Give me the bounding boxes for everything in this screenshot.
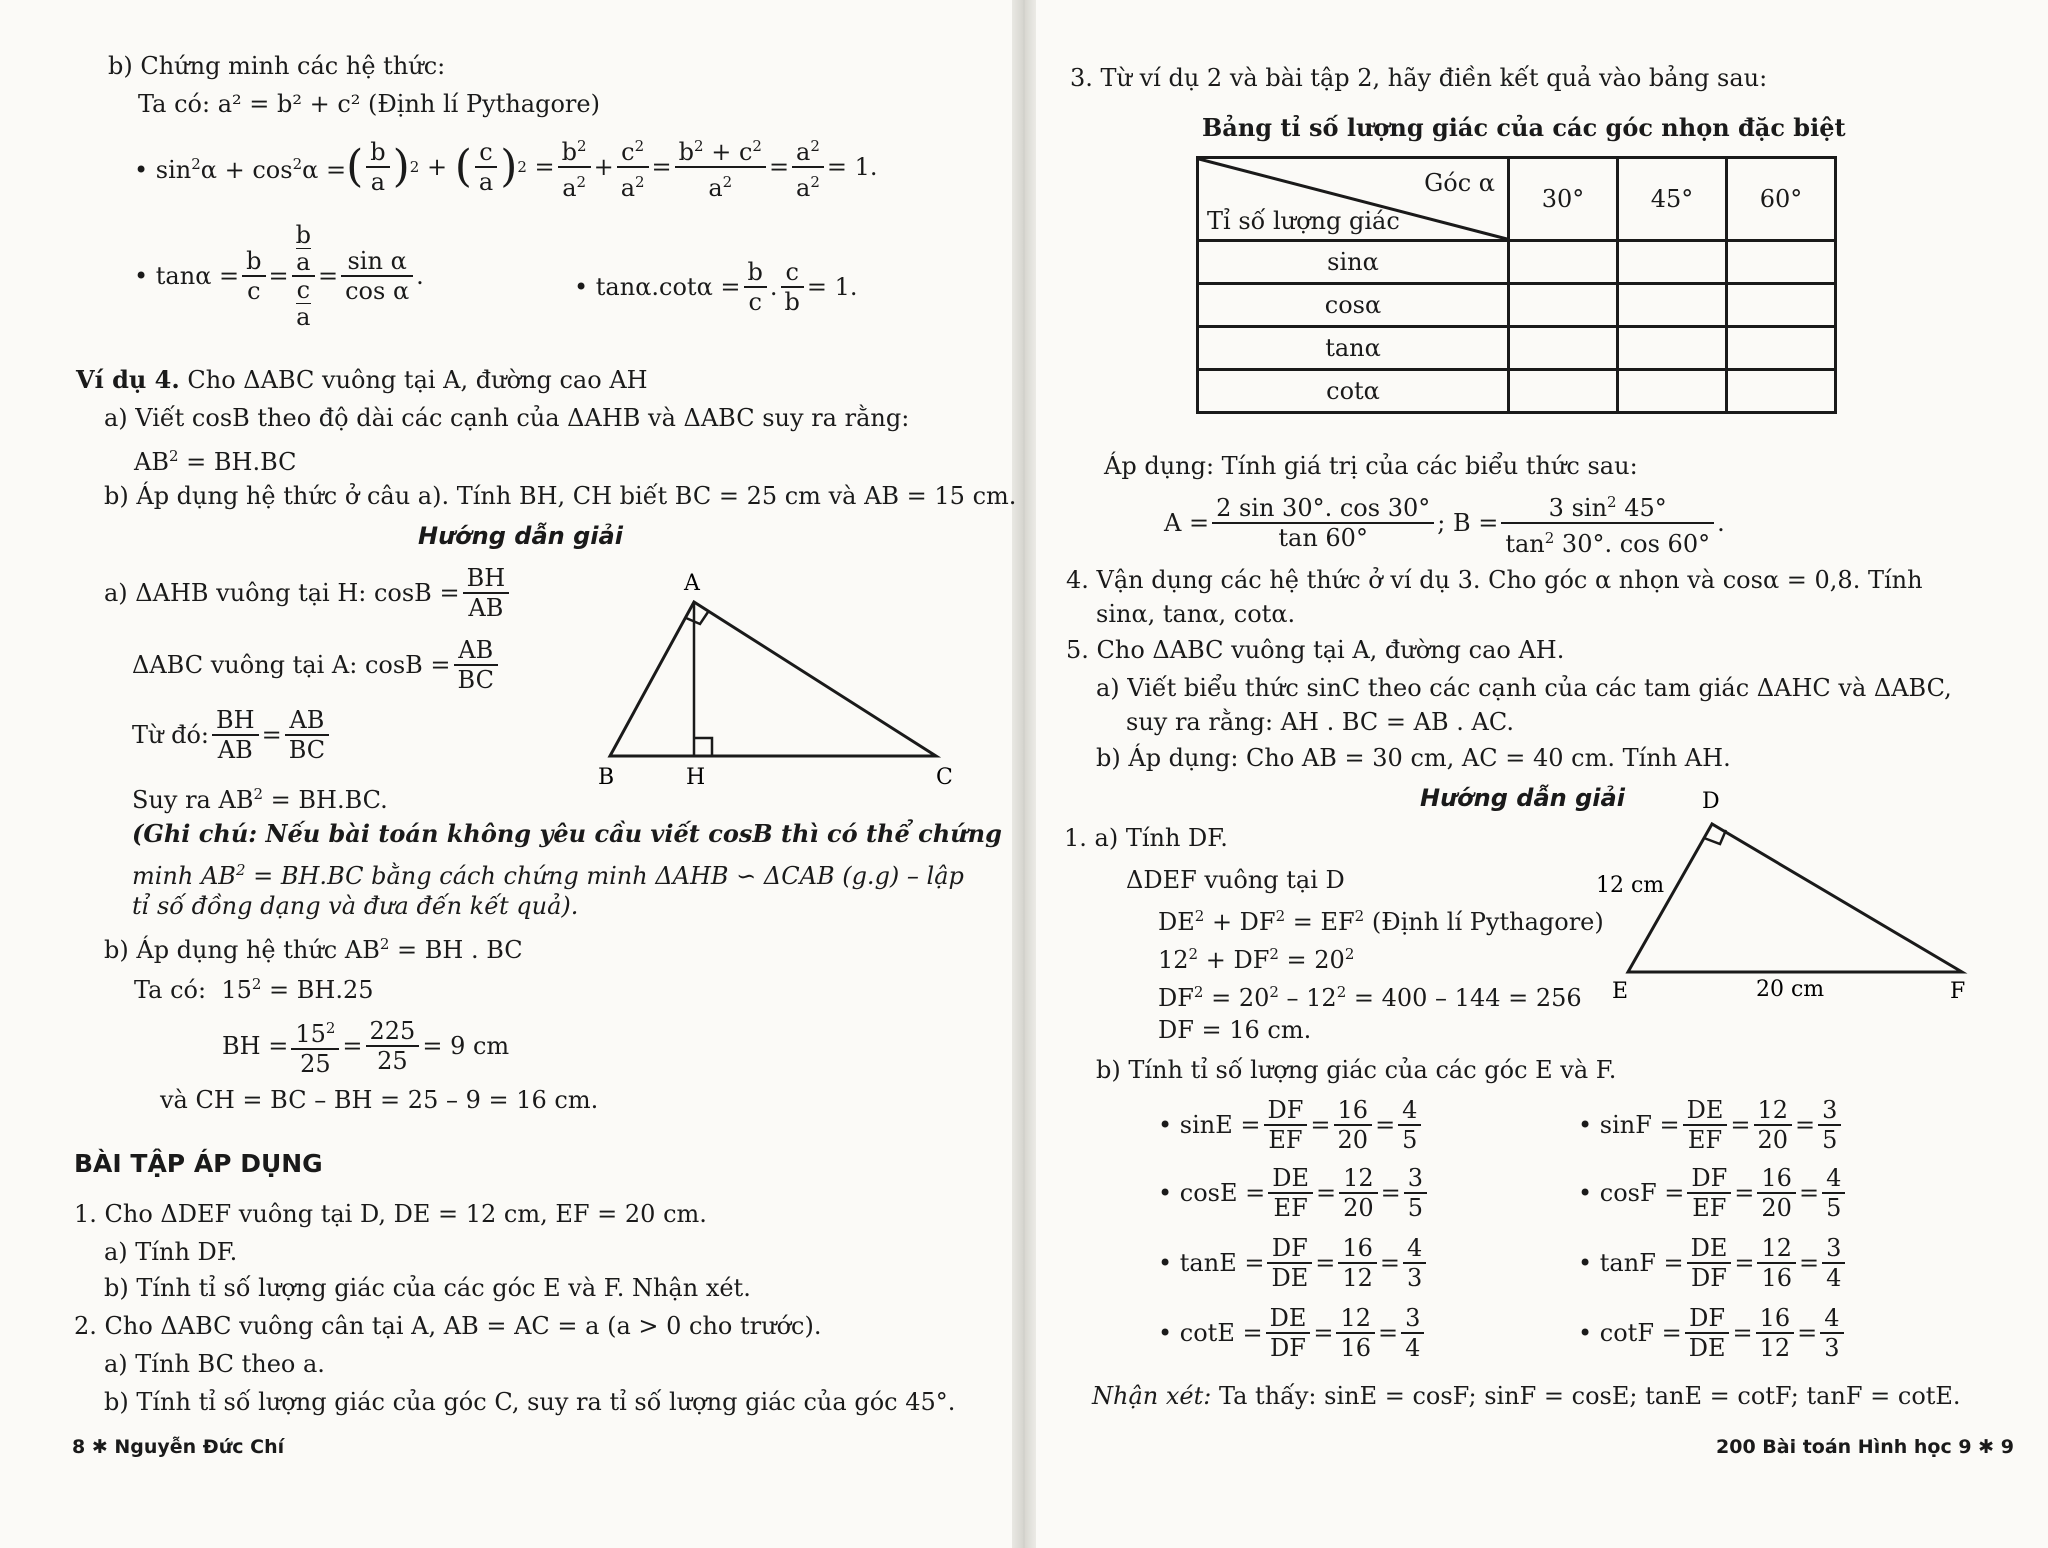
- ratio-cos-e: • cosE = $\frac{DE}{EF}$ = $\frac{12}{20}$ = $\frac{3}{5}$: [1158, 1164, 1430, 1222]
- exercise-1: 1. Cho ΔDEF vuông tại D, DE = 12 cm, EF = 20 cm.: [74, 1200, 707, 1228]
- sin-cos-identity: • $\sin^2\alpha + \cos^2\alpha$ = ( b a ) 2 + ( c a ) 2 = $\frac{b^2}{a^2}$ + $\frac{c^2}{a^2}$ = $\frac{b^2 + c^2}{a^2}$ = $\frac{a^2}{a^2}$ = 1.: [134, 132, 878, 202]
- exercise-2-a: a) Tính BC theo a.: [104, 1350, 325, 1378]
- note-line-3: tỉ số đồng dạng và đưa đến kết quả).: [132, 892, 579, 920]
- apply-line: Áp dụng: Tính giá trị của các biểu thức sau:: [1104, 452, 1638, 480]
- sol-b1: b) Áp dụng hệ thức $AB^2$ = BH . BC: [104, 935, 523, 964]
- column-30: 30°: [1509, 158, 1618, 241]
- exercise-4-line-2: sinα, tanα, cotα.: [1096, 600, 1296, 628]
- table-cell: [1618, 327, 1727, 370]
- note-line-1: (Ghi chú: Nếu bài toán không yêu cầu viết cosB thì có thể chứng: [132, 819, 1002, 848]
- sol-a1: a) ΔAHB vuông tại H: cosB = $\frac{BH}{AB}$: [104, 564, 512, 622]
- guide-heading-right: Hướng dẫn giải: [1420, 784, 1625, 812]
- table-title: Bảng tỉ số lượng giác của các góc nhọn đặc biệt: [1202, 113, 1846, 142]
- exercise-1-a: a) Tính DF.: [104, 1238, 238, 1266]
- exercise-5: 5. Cho ΔABC vuông tại A, đường cao AH.: [1066, 636, 1565, 664]
- table-cell: [1618, 370, 1727, 413]
- ratio-sin-f: • sinF = $\frac{DE}{EF}$ = $\frac{12}{20}$ = $\frac{3}{5}$: [1578, 1096, 1844, 1154]
- column-60: 60°: [1727, 158, 1836, 241]
- label-e: E: [1612, 979, 1629, 1004]
- table-cell: [1509, 370, 1618, 413]
- example4-a: a) Viết cosB theo độ dài các cạnh của ΔAHB và ΔABC suy ra rằng:: [104, 404, 910, 432]
- label-b: B: [598, 765, 615, 790]
- label-ef-length: 20 cm: [1756, 977, 1825, 1002]
- exercise-2: 2. Cho ΔABC vuông cân tại A, AB = AC = a (a > 0 cho trước).: [74, 1312, 822, 1340]
- table-cell: [1727, 370, 1836, 413]
- triangle-def-figure: [1592, 780, 1982, 1010]
- row-tan: tanα: [1198, 327, 1509, 370]
- ratio-tan-e: • tanE = $\frac{DF}{DE}$ = $\frac{16}{12}$ = $\frac{4}{3}$: [1158, 1234, 1429, 1292]
- table-cell: [1509, 241, 1618, 284]
- corner-angle-label: Góc α: [1424, 169, 1495, 197]
- ratio-cot-e: • cotE = $\frac{DE}{DF}$ = $\frac{12}{16}$ = $\frac{3}{4}$: [1158, 1304, 1427, 1362]
- table-cell: [1618, 241, 1727, 284]
- label-d: D: [1702, 789, 1720, 814]
- exercise-4-line-1: 4. Vận dụng các hệ thức ở ví dụ 3. Cho góc α nhọn và cosα = 0,8. Tính: [1066, 566, 1923, 594]
- sol-a2: ΔABC vuông tại A: cosB = $\frac{AB}{BC}$: [132, 636, 501, 694]
- exercises-heading: BÀI TẬP ÁP DỤNG: [74, 1149, 323, 1178]
- label-c: C: [936, 765, 953, 790]
- sol-b2: Ta có: $15^2 = BH.25$: [134, 975, 374, 1004]
- tan-identity: • tanα = $\frac{b}{c}$ = b a c a = $\frac{\text{sin α}}{\text{cos α}}$ .: [134, 221, 424, 331]
- exercise-5-b: b) Áp dụng: Cho AB = 30 cm, AC = 40 cm. Tính AH.: [1096, 744, 1731, 772]
- table-cell: [1509, 284, 1618, 327]
- table-cell: [1727, 241, 1836, 284]
- book-gutter: [1012, 0, 1036, 1548]
- exercise-1-b: b) Tính tỉ số lượng giác của các góc E và F. Nhận xét.: [104, 1274, 751, 1302]
- label-a: A: [684, 571, 700, 596]
- table-cell: [1618, 284, 1727, 327]
- trig-table: [1196, 156, 1837, 414]
- row-cot: cotα: [1198, 370, 1509, 413]
- label-h: H: [686, 765, 706, 790]
- example4-b: b) Áp dụng hệ thức ở câu a). Tính BH, CH biết BC = 25 cm và AB = 15 cm.: [104, 482, 1017, 510]
- exercise-5-a-line-1: a) Viết biểu thức sinC theo các cạnh của các tam giác ΔAHC và ΔABC,: [1096, 674, 1952, 702]
- example4-a-result: $AB^2 = BH.BC$: [134, 447, 297, 476]
- sol-b4: và CH = BC – BH = 25 – 9 = 16 cm.: [160, 1086, 599, 1114]
- row-sin: sinα: [1198, 241, 1509, 284]
- triangle-abc-figure: [590, 566, 953, 796]
- sol-a3: Từ đó: $\frac{BH}{AB}$ = $\frac{AB}{BC}$: [132, 706, 332, 764]
- sol1-b: b) Tính tỉ số lượng giác của các góc E và F.: [1096, 1056, 1617, 1084]
- sol1-a: 1. a) Tính DF.: [1064, 824, 1228, 852]
- sol-b3: BH = $\frac{15^2}{25}$ = $\frac{225}{25}$ = 9 cm: [222, 1014, 509, 1078]
- footer-left: 8 ✱ Nguyễn Đức Chí: [72, 1436, 285, 1458]
- label-de-length: 12 cm: [1596, 873, 1665, 898]
- tancot-identity: • tanα.cotα = $\frac{b}{c}$ . $\frac{c}{b}$ = 1.: [574, 258, 858, 316]
- footer-right: 200 Bài toán Hình học 9 ✱ 9: [1716, 1436, 2014, 1458]
- exercise-5-a-line-2: suy ra rằng: AH . BC = AB . AC.: [1126, 708, 1514, 736]
- expression-line: A = $\frac{2 \sin 30^\circ. \cos 30^\circ}{\tan 60^\circ}$ ; B = $\frac{3 \sin^2 45^\circ}{\tan^2 30^\circ. \cos 60^\circ}$ .: [1164, 488, 1725, 558]
- ratio-cot-f: • cotF = $\frac{DF}{DE}$ = $\frac{16}{12}$ = $\frac{4}{3}$: [1578, 1304, 1847, 1362]
- example4: Ví dụ 4. Cho ΔABC vuông tại A, đường cao AH: [76, 365, 648, 394]
- corner-ratio-label: Tỉ số lượng giác: [1207, 207, 1400, 235]
- sol1-line-2: $DE^2 + DF^2 = EF^2$ (Định lí Pythagore): [1158, 907, 1604, 936]
- row-cos: cosα: [1198, 284, 1509, 327]
- table-cell: [1509, 327, 1618, 370]
- sol1-line-1: ΔDEF vuông tại D: [1126, 866, 1345, 894]
- table-cell: [1727, 284, 1836, 327]
- ratio-cos-f: • cosF = $\frac{DF}{EF}$ = $\frac{16}{20}$ = $\frac{4}{5}$: [1578, 1164, 1848, 1222]
- guide-heading-left: Hướng dẫn giải: [418, 522, 623, 550]
- table-corner-cell: [1198, 158, 1509, 241]
- pythagore-line: Ta có: a² = b² + c² (Định lí Pythagore): [138, 90, 600, 118]
- label-f: F: [1950, 979, 1966, 1004]
- exercise-2-b: b) Tính tỉ số lượng giác của góc C, suy ra tỉ số lượng giác của góc 45°.: [104, 1388, 956, 1416]
- sol1-line-3: $12^2 + DF^2 = 20^2$: [1158, 945, 1355, 974]
- note-line-2: minh $AB^2 = BH.BC$ bằng cách chứng minh ΔAHB ∽ ΔCAB (g.g) – lập: [132, 861, 964, 890]
- ratio-sin-e: • sinE = $\frac{DF}{EF}$ = $\frac{16}{20}$ = $\frac{4}{5}$: [1158, 1096, 1424, 1154]
- remark: Nhận xét: Ta thấy: sinE = cosF; sinF = cosE; tanE = cotF; tanF = cotE.: [1092, 1382, 1961, 1410]
- proof-heading: b) Chứng minh các hệ thức:: [108, 52, 446, 80]
- sol1-line-5: DF = 16 cm.: [1158, 1016, 1312, 1044]
- sol-a4: Suy ra $AB^2 = BH.BC$.: [132, 785, 388, 814]
- column-45: 45°: [1618, 158, 1727, 241]
- sol1-line-4: $DF^2 = 20^2 - 12^2 = 400 - 144 = 256$: [1158, 983, 1582, 1012]
- exercise-3: 3. Từ ví dụ 2 và bài tập 2, hãy điền kết quả vào bảng sau:: [1070, 64, 1768, 92]
- ratio-tan-f: • tanF = $\frac{DE}{DF}$ = $\frac{12}{16}$ = $\frac{3}{4}$: [1578, 1234, 1848, 1292]
- table-cell: [1727, 327, 1836, 370]
